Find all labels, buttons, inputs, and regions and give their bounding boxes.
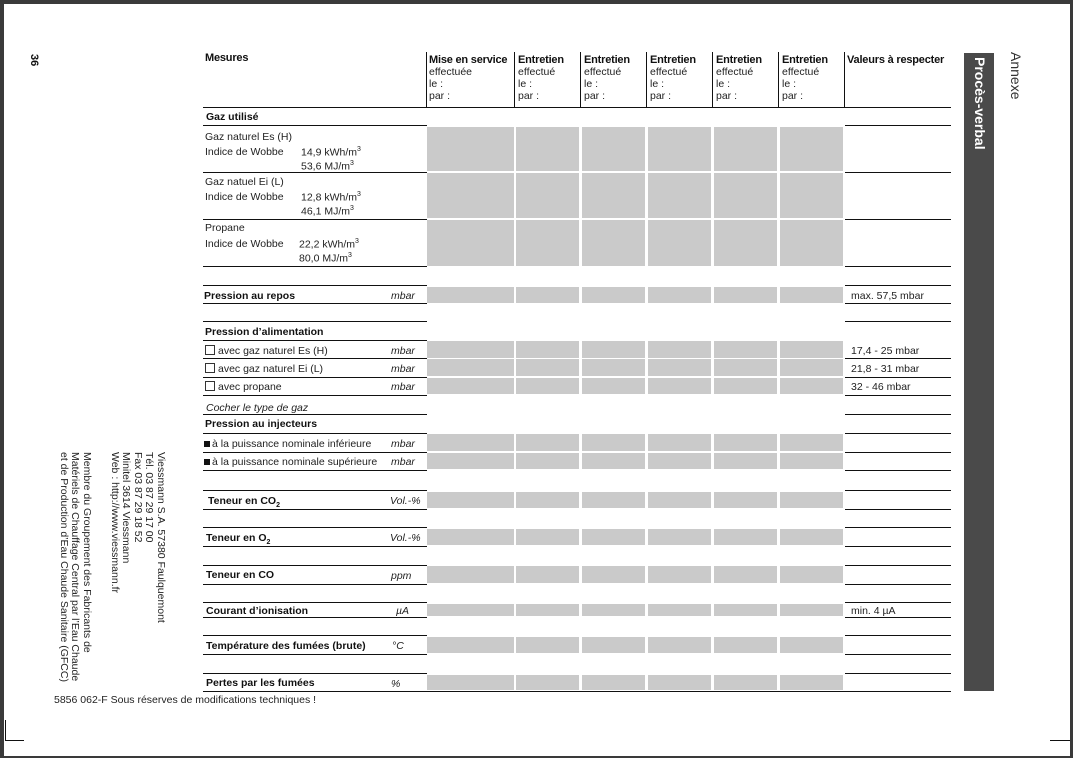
entry-cell[interactable] [516, 566, 579, 583]
page-number: 36 [28, 54, 40, 67]
entry-cell[interactable] [714, 604, 777, 616]
entry-cell[interactable] [648, 566, 711, 583]
entry-cell[interactable] [714, 173, 777, 218]
header-col-mise-en-service: Mise en service effectuée le : par : [429, 54, 508, 102]
unit: Vol.-% [390, 495, 421, 507]
entry-cell[interactable] [648, 675, 711, 690]
entry-cell[interactable] [780, 434, 843, 451]
checkbox-propane[interactable] [205, 381, 215, 391]
entry-cell[interactable] [427, 173, 514, 218]
alim-row-propane[interactable]: avec propane [205, 381, 282, 393]
entry-cell[interactable] [427, 637, 514, 653]
entry-cell[interactable] [427, 341, 514, 358]
entry-cell[interactable] [780, 604, 843, 616]
wobbe-mj: 53,6 $MJ/m^3$ [301, 160, 354, 173]
entry-cell[interactable] [582, 529, 645, 545]
entry-cell[interactable] [516, 378, 579, 394]
header-col-entretien-2: Entretien effectué le : par : [584, 54, 630, 102]
entry-cell[interactable] [582, 637, 645, 653]
entry-cell[interactable] [516, 359, 579, 376]
checkbox-es[interactable] [205, 345, 215, 355]
alim-row-es[interactable]: avec gaz naturel Es (H) [205, 345, 328, 357]
entry-cell[interactable] [714, 287, 777, 303]
company-info: Viessmann S.A. 57380 Faulquemont Tél. 03 87 29 17 00 Fax 03 87 29 18 52 Minitel 3614 Viessmann Web : http://www.viessmann.fr [109, 452, 167, 623]
entry-cell[interactable] [582, 341, 645, 358]
unit: °C [392, 640, 404, 652]
unit: mbar [391, 345, 415, 357]
proces-verbal-title: Procès-verbal [972, 57, 988, 150]
entry-cell[interactable] [516, 604, 579, 616]
entry-cell[interactable] [780, 637, 843, 653]
entry-cell[interactable] [427, 566, 514, 583]
entry-cell[interactable] [427, 359, 514, 376]
entry-cell[interactable] [427, 675, 514, 690]
pression-repos-unit: mbar [391, 290, 415, 302]
cocher-note: Cocher le type de gaz [206, 402, 309, 414]
entry-cell[interactable] [582, 492, 645, 508]
entry-cell[interactable] [714, 566, 777, 583]
entry-cell[interactable] [427, 453, 514, 469]
entry-cell[interactable] [582, 453, 645, 469]
measure-pertes: Pertes par les fumées [206, 677, 315, 689]
entry-cell[interactable] [516, 675, 579, 690]
document-page [4, 4, 1070, 756]
entry-cell[interactable] [648, 434, 711, 451]
value: 32 - 46 mbar [851, 381, 911, 393]
entry-cell[interactable] [648, 173, 711, 218]
entry-cell[interactable] [780, 173, 843, 218]
entry-cell[interactable] [714, 492, 777, 508]
inj-row-sup: à la puissance nominale supérieure [204, 456, 377, 468]
wobbe-kwh: 22,2 kWh/$m^3$ [299, 238, 359, 251]
entry-cell[interactable] [427, 378, 514, 394]
pression-alim-title: Pression d’alimentation [205, 326, 324, 338]
header-mesures: Mesures [205, 52, 249, 64]
entry-cell[interactable] [648, 529, 711, 545]
entry-cell[interactable] [516, 173, 579, 218]
document-reference: 5856 062-F Sous réserves de modifications techniques ! [54, 694, 317, 706]
measure-o2: Teneur en $O_2$ [206, 532, 271, 547]
entry-cell[interactable] [582, 220, 645, 266]
inj-row-inf: à la puissance nominale inférieure [204, 438, 371, 450]
unit: mbar [391, 438, 415, 450]
entry-cell[interactable] [516, 434, 579, 451]
entry-cell[interactable] [427, 220, 514, 266]
crop-mark-bottom-right [1050, 740, 1070, 741]
header-col-entretien-4: Entretien effectué le : par : [716, 54, 762, 102]
unit: µA [396, 605, 410, 617]
header-col-entretien-3: Entretien effectué le : par : [650, 54, 696, 102]
entry-cell[interactable] [780, 127, 843, 171]
value: 17,4 - 25 mbar [851, 345, 920, 357]
entry-cell[interactable] [582, 604, 645, 616]
entry-cell[interactable] [582, 287, 645, 303]
entry-cell[interactable] [648, 378, 711, 394]
annexe-label: Annexe [1008, 52, 1024, 100]
value: 21,8 - 31 mbar [851, 363, 920, 375]
entry-cell[interactable] [582, 434, 645, 451]
measure-ionisation: Courant d’ionisation [206, 605, 309, 617]
unit: % [391, 678, 401, 690]
entry-cell[interactable] [516, 453, 579, 469]
entry-cell[interactable] [427, 529, 514, 545]
entry-cell[interactable] [648, 287, 711, 303]
entry-cell[interactable] [648, 637, 711, 653]
entry-cell[interactable] [714, 341, 777, 358]
wobbe-mj: 46,1 $MJ/m^3$ [301, 205, 354, 218]
entry-cell[interactable] [648, 220, 711, 266]
entry-cell[interactable] [427, 287, 514, 303]
gfcc-membership: Membre du Groupement des Fabricants de Matériels de Chauffage Central par l’Eau Chaude et de Production d’Eau Chaude Sanitaire (GFCC) [58, 452, 93, 682]
wobbe-label: Indice de Wobbe [205, 191, 284, 203]
entry-cell[interactable] [582, 566, 645, 583]
entry-cell[interactable] [427, 492, 514, 508]
wobbe-kwh: 12,8 kWh/$m^3$ [301, 191, 361, 204]
entry-cell[interactable] [516, 529, 579, 545]
entry-cell[interactable] [648, 453, 711, 469]
entry-cell[interactable] [427, 604, 514, 616]
entry-cell[interactable] [780, 492, 843, 508]
entry-cell[interactable] [648, 359, 711, 376]
unit: Vol.-% [390, 532, 421, 544]
entry-cell[interactable] [714, 637, 777, 653]
crop-mark-bottom-left [5, 720, 24, 741]
entry-cell[interactable] [714, 675, 777, 690]
measure-co: Teneur en CO [206, 569, 275, 581]
entry-cell[interactable] [516, 287, 579, 303]
entry-cell[interactable] [780, 220, 843, 266]
entry-cell[interactable] [582, 173, 645, 218]
entry-cell[interactable] [780, 359, 843, 376]
unit: ppm [391, 570, 412, 582]
alim-row-ei[interactable]: avec gaz naturel Ei (L) [205, 363, 323, 375]
entry-cell[interactable] [648, 492, 711, 508]
wobbe-label: Indice de Wobbe [205, 238, 284, 250]
entry-cell[interactable] [780, 675, 843, 690]
entry-cell[interactable] [780, 566, 843, 583]
entry-cell[interactable] [714, 378, 777, 394]
gaz-utilise-title: Gaz utilisé [206, 111, 259, 123]
entry-cell[interactable] [714, 359, 777, 376]
entry-cell[interactable] [516, 492, 579, 508]
gaz-type-ei: Gaz natuel Ei (L) [205, 176, 284, 188]
entry-cell[interactable] [582, 378, 645, 394]
unit: mbar [391, 381, 415, 393]
measure-co2: Teneur en $CO_2$ [208, 495, 280, 510]
entry-cell[interactable] [780, 453, 843, 469]
gaz-type-es: Gaz naturel Es (H) [205, 131, 292, 143]
entry-cell[interactable] [582, 127, 645, 171]
wobbe-kwh: 14,9 kWh/$m^3$ [301, 146, 361, 159]
wobbe-mj: 80,0 $MJ/m^3$ [299, 252, 352, 265]
entry-cell[interactable] [714, 529, 777, 545]
gaz-type-propane: Propane [205, 222, 245, 234]
pression-inj-title: Pression au injecteurs [205, 418, 318, 430]
header-valeurs: Valeurs à respecter [847, 54, 945, 66]
entry-cell[interactable] [714, 434, 777, 451]
pression-repos-value: max. 57,5 mbar [851, 290, 924, 302]
entry-cell[interactable] [516, 127, 579, 171]
entry-cell[interactable] [427, 127, 514, 171]
entry-cell[interactable] [780, 378, 843, 394]
entry-cell[interactable] [582, 359, 645, 376]
entry-cell[interactable] [427, 434, 514, 451]
measure-temperature: Température des fumées (brute) [206, 640, 366, 652]
value: min. 4 µA [851, 605, 896, 617]
entry-cell[interactable] [516, 637, 579, 653]
wobbe-label: Indice de Wobbe [205, 146, 284, 158]
entry-cell[interactable] [648, 341, 711, 358]
header-col-entretien-5: Entretien effectué le : par : [782, 54, 828, 102]
entry-cell[interactable] [780, 529, 843, 545]
header-col-entretien-1: Entretien effectué le : par : [518, 54, 564, 102]
unit: mbar [391, 363, 415, 375]
entry-cell[interactable] [714, 453, 777, 469]
entry-cell[interactable] [516, 341, 579, 358]
entry-cell[interactable] [582, 675, 645, 690]
entry-cell[interactable] [780, 287, 843, 303]
checkbox-ei[interactable] [205, 363, 215, 373]
pression-repos-label: Pression au repos [204, 290, 296, 302]
entry-cell[interactable] [516, 220, 579, 266]
unit: mbar [391, 456, 415, 468]
entry-cell[interactable] [648, 127, 711, 171]
entry-cell[interactable] [714, 220, 777, 266]
entry-cell[interactable] [648, 604, 711, 616]
entry-cell[interactable] [780, 341, 843, 358]
entry-cell[interactable] [714, 127, 777, 171]
